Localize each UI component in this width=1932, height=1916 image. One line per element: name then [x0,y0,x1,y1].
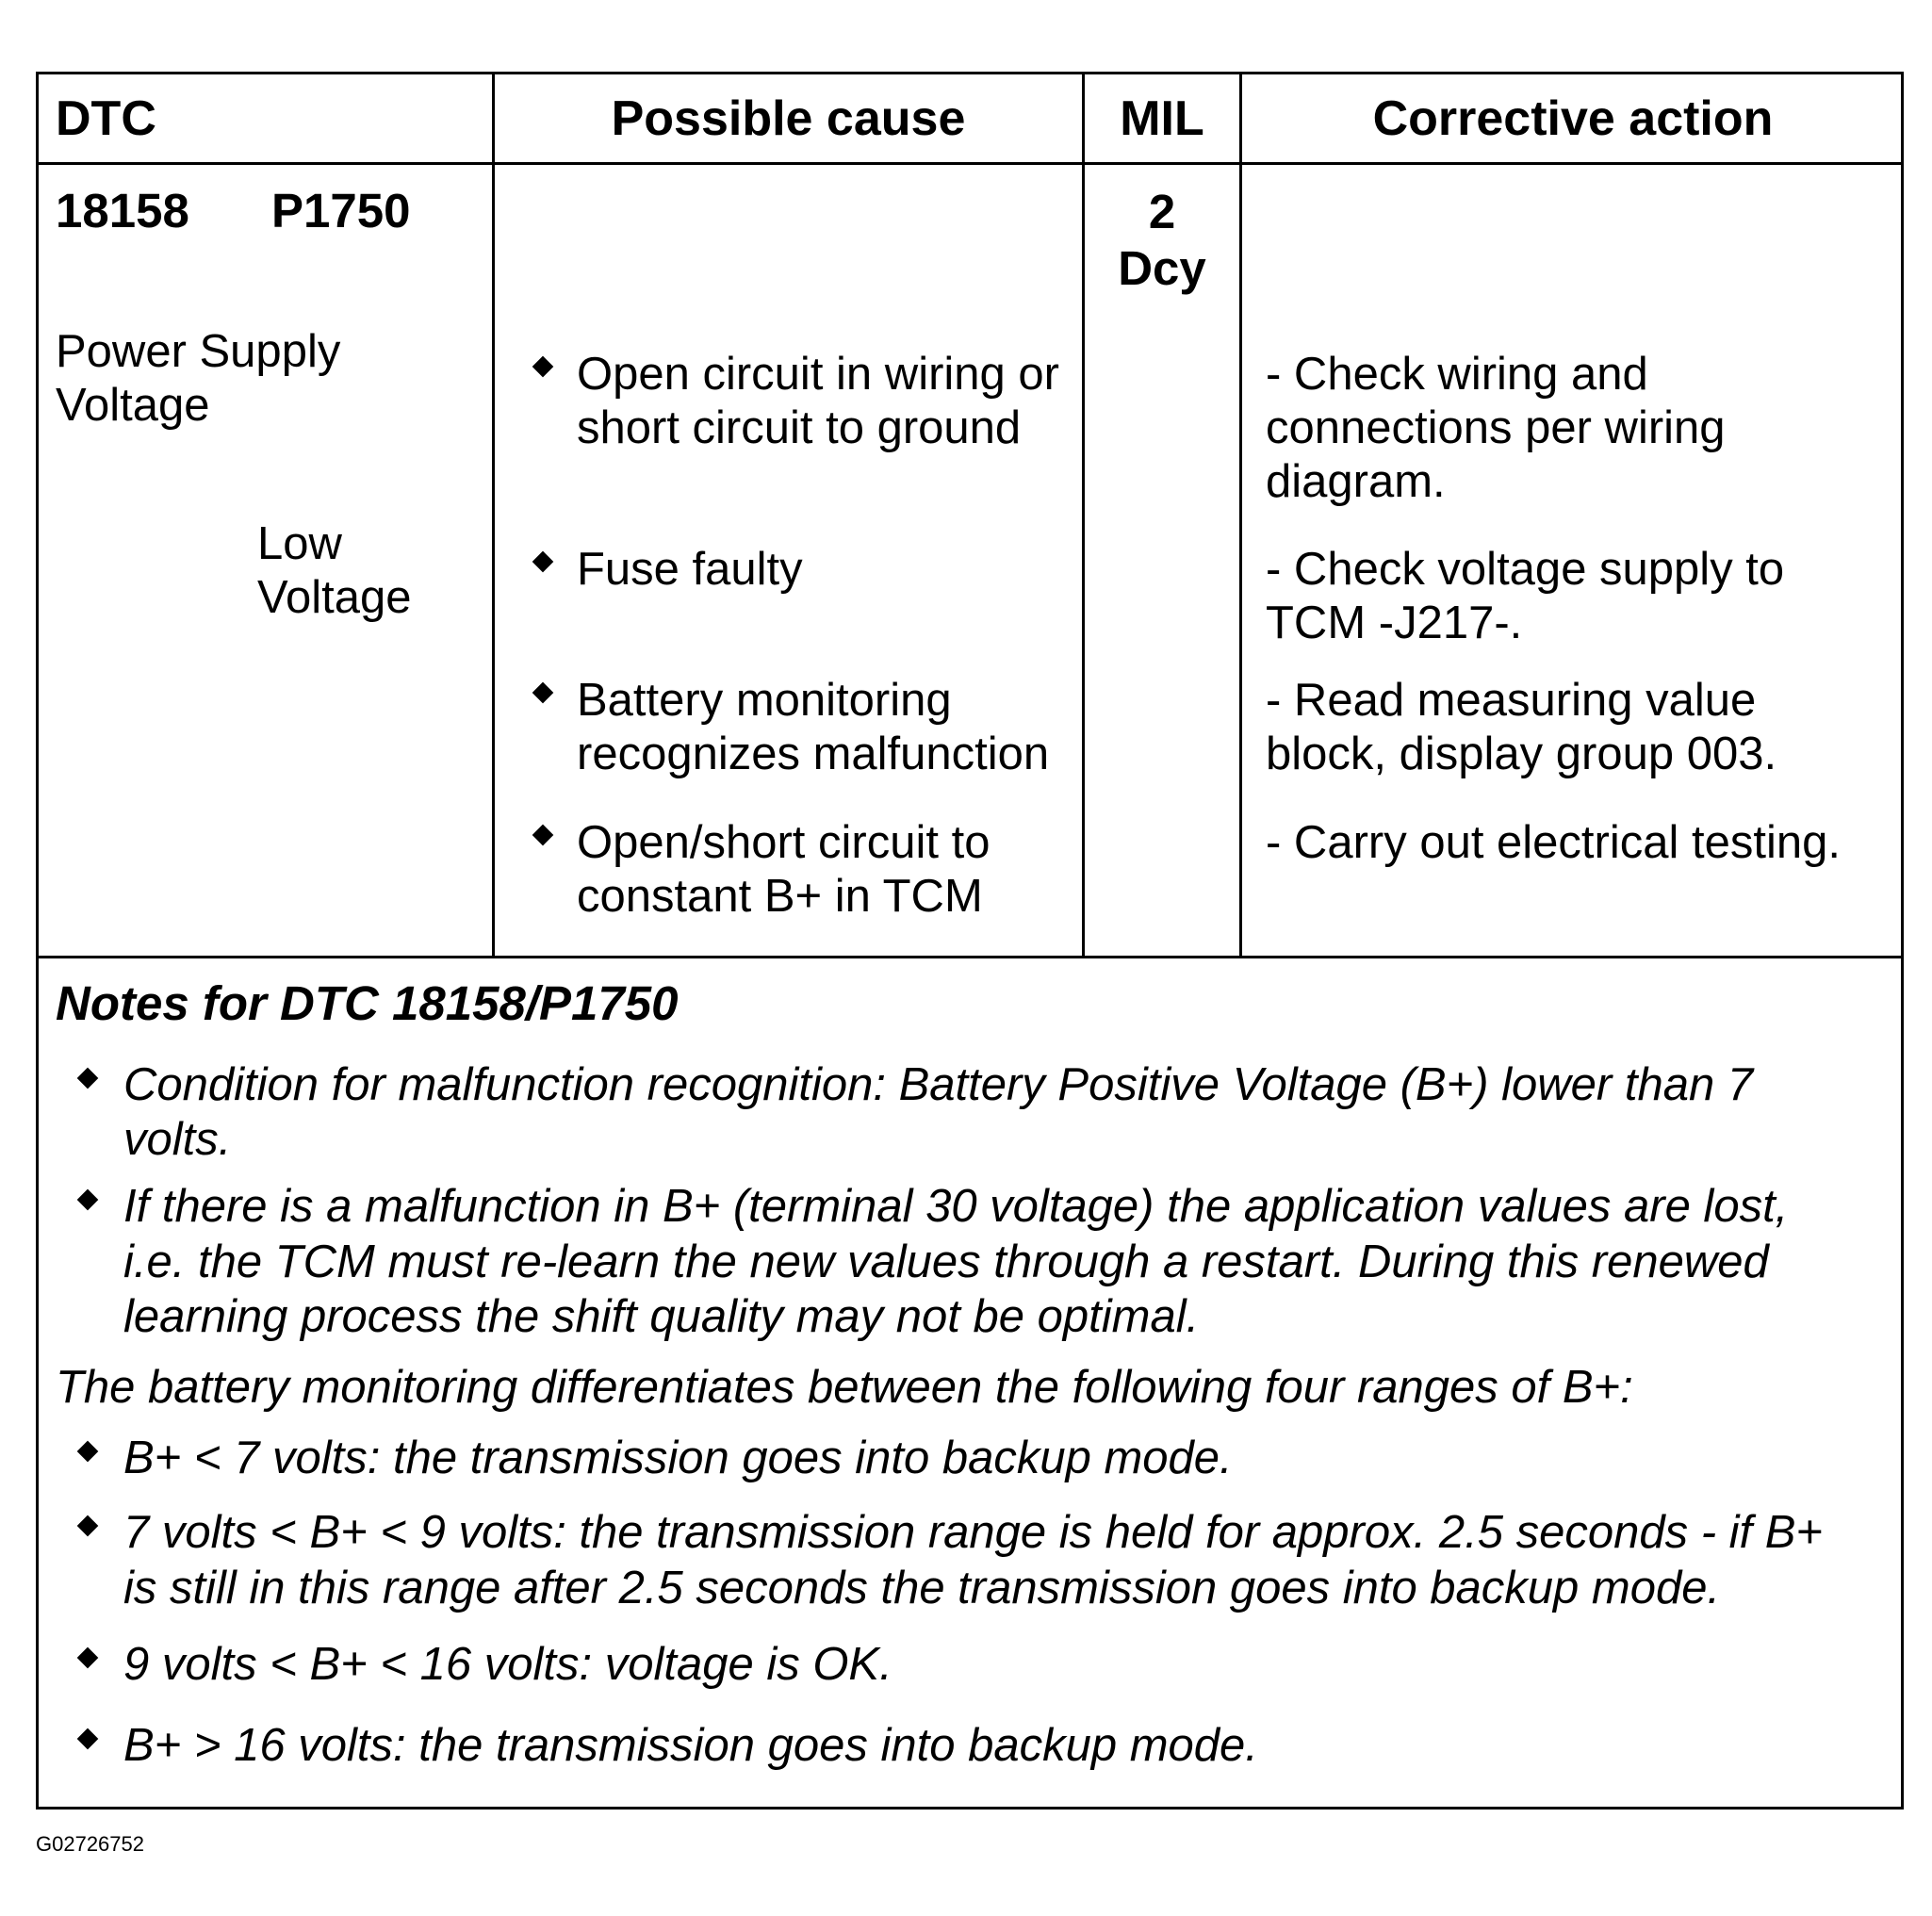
bullet-diamond-icon [77,1647,99,1669]
action-line: connections per wiring [1266,402,1726,453]
note-line: learning process the shift quality may not be optimal. [123,1291,1200,1342]
bullet-diamond-icon [77,1068,99,1089]
action-line: - Carry out electrical testing. [1266,817,1841,868]
note-line: Condition for malfunction recognition: Battery Positive Voltage (B+) lower than 7 [123,1059,1754,1110]
dtc-description-line2: Voltage [56,380,210,431]
bullet-diamond-icon [532,356,554,378]
action-line: - Check voltage supply to [1266,544,1785,595]
mil-unit: Dcy [1118,241,1206,295]
cause-line: constant B+ in TCM [577,871,983,922]
dtc-description-line1: Power Supply [56,326,341,377]
header-mil: MIL [1120,90,1204,146]
action-line: - Read measuring value [1266,675,1757,726]
bullet-diamond-icon [532,825,554,846]
bullet-diamond-icon [532,551,554,573]
notes-intro: The battery monitoring differentiates between the following four ranges of B+: [56,1362,1633,1413]
header-dtc: DTC [56,90,156,146]
cause-line: Open/short circuit to [577,817,991,868]
cause-line: recognizes malfunction [577,729,1050,779]
bullet-diamond-icon [77,1728,99,1750]
action-line: - Check wiring and [1266,349,1648,400]
dtc-table [36,72,1904,1810]
action-line: diagram. [1266,456,1446,507]
header-possible-cause: Possible cause [611,90,966,146]
cause-line: Open circuit in wiring or [577,349,1059,400]
note-line: If there is a malfunction in B+ (terminal 30 voltage) the application values are lost, [123,1181,1789,1232]
note-line: 7 volts < B+ < 9 volts: the transmission range is held for approx. 2.5 seconds - if B+ [123,1507,1824,1558]
dtc-code-obd: P1750 [271,184,411,237]
bullet-diamond-icon [77,1189,99,1211]
column-divider [492,74,495,958]
mil-value: 2 [1148,185,1176,238]
notes-title: Notes for DTC 18158/P1750 [56,976,679,1030]
bullet-diamond-icon [532,682,554,704]
note-line: 9 volts < B+ < 16 volts: voltage is OK. [123,1639,892,1690]
dtc-code-vag: 18158 [56,184,189,237]
note-line: i.e. the TCM must re-learn the new values through a restart. During this renewed [123,1236,1769,1287]
note-line: B+ < 7 volts: the transmission goes into backup mode. [123,1433,1233,1483]
bullet-diamond-icon [77,1515,99,1537]
note-line: volts. [123,1114,232,1165]
header-corrective-action: Corrective action [1372,90,1774,146]
cause-line: Fuse faulty [577,544,803,595]
header-divider [39,162,1901,165]
column-divider [1239,74,1242,958]
dtc-condition-line1: Low [257,518,342,569]
cause-line: Battery monitoring [577,675,952,726]
cause-line: short circuit to ground [577,402,1022,453]
action-line: TCM -J217-. [1266,598,1523,648]
action-line: block, display group 003. [1266,729,1777,779]
notes-divider [39,956,1901,958]
dtc-condition-line2: Voltage [257,572,412,623]
bullet-diamond-icon [77,1441,99,1463]
note-line: is still in this range after 2.5 seconds the transmission goes into backup mode. [123,1563,1721,1613]
note-line: B+ > 16 volts: the transmission goes into backup mode. [123,1720,1258,1771]
figure-code: G02726752 [36,1832,144,1856]
